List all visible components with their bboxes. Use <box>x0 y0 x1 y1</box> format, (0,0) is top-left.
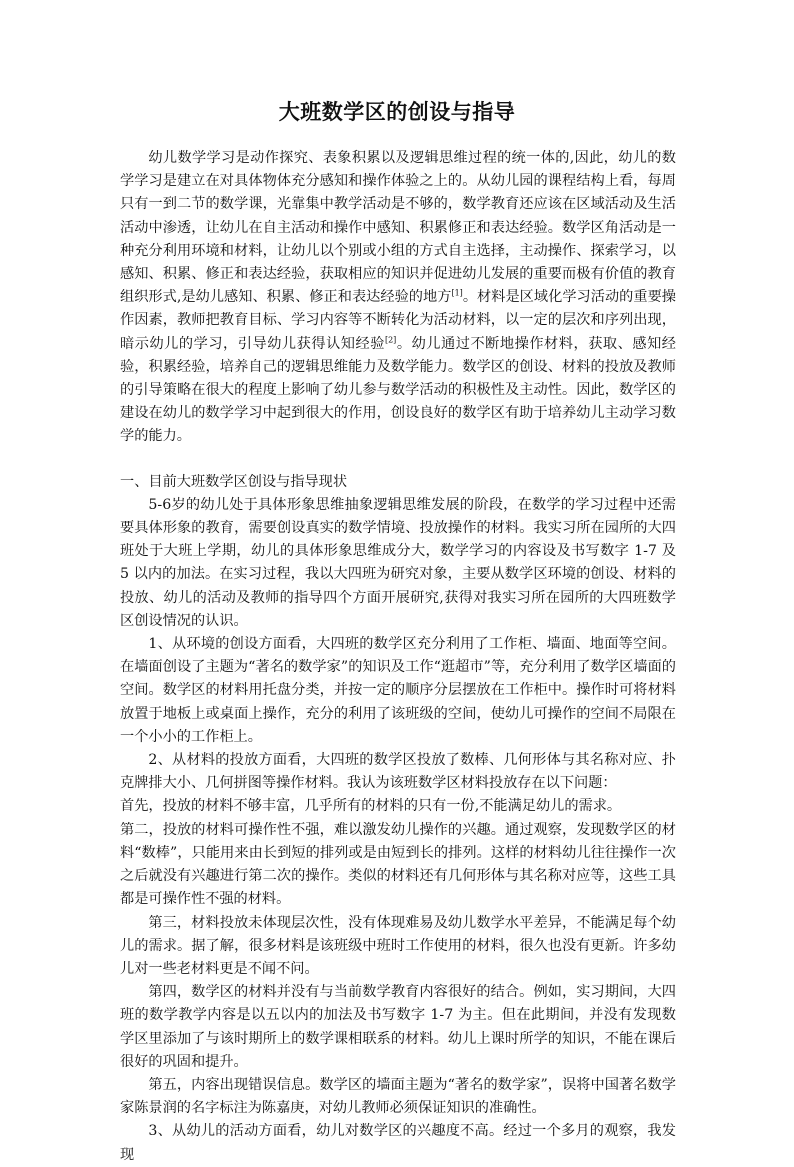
body-paragraph: 2、从材料的投放方面看，大四班的数学区投放了数棒、几何形体与其名称对应、扑克牌排大小、几何拼图等操作材料。我认为该班数学区材料投放存在以下问题： <box>120 752 676 792</box>
intro-text-part2: 。材料是区域化学习活动的重要操作因素，教师把教育目标、学习内容等不断转化为活动材料，以一定的层次和序列出现，暗示幼儿的学习，引导幼儿获得认知经验 <box>120 289 676 352</box>
body-paragraph: 第四，数学区的材料并没有与当前数学教育内容很好的结合。例如，实习期间，大四班的数学教学内容是以五以内的加法及书写数字 1-7 为主。但在此期间，并没有发现数学区里添加了与该时期所上的数学课相联系的材料。幼儿上课时所学的知识，不能在课后很好的巩固和提升。 <box>120 984 676 1070</box>
body-paragraph: 第三，材料投放未体现层次性，没有体现难易及幼儿数学水平差异，不能满足每个幼儿的需求。据了解，很多材料是该班级中班时工作使用的材料，很久也没有更新。许多幼儿对一些老材料更是不闻不问。 <box>120 914 676 977</box>
section-spacer <box>120 449 676 471</box>
document-body <box>120 147 676 1167</box>
citation-ref-1: [1] <box>451 288 463 298</box>
intro-text-part3: 。幼儿通过不断地操作材料，获取、感知经验，积累经验，培养自己的逻辑思维能力及数学能力。数学区的创设、材料的投放及教师的引导策略在很大的程度上影响了幼儿参与数学活动的积极性及主动性。因此，数学区的建设在幼儿的数学学习中起到很大的作用，创设良好的数学区有助于培养幼儿主动学习数学的能力。 <box>120 335 676 445</box>
citation-ref-2: [2] <box>384 334 397 344</box>
body-paragraph: 5-6岁的幼儿处于具体形象思维抽象逻辑思维发展的阶段，在数学的学习过程中还需要具体形象的教育，需要创设真实的数学情境、投放操作的材料。我实习所在园所的大四班处于大班上学期，幼儿的具体形象思维成分大，数学学习的内容设及书写数字 1-7 及 5 以内的加法。在实习过程，我以大四班为研究对象，主要从数学区环境的创设、材料的投放、幼儿的活动及教师的指导四个方面开展研究,获得对我实习所在园所的大四班数学区创设情况的认识。 <box>120 496 676 629</box>
problem-paragraph: 首先，投放的材料不够丰富，几乎所有的材料的只有一份,不能满足幼儿的需求。 <box>120 798 622 815</box>
body-paragraph: 1、从环境的创设方面看，大四班的数学区充分利用了工作柜、墙面、地面等空间。在墙面创设了主题为“著名的数学家”的知识及工作“逛超市”等，充分利用了数学区墙面的空间。数学区的材料用托盘分类，并按一定的顺序分层摆放在工作柜中。操作时可将材料放置于地板上或桌面上操作，充分的利用了该班级的空间，使幼儿可操作的空间不局限在一个小小的工作柜上。 <box>120 636 676 745</box>
intro-paragraph <box>120 147 676 449</box>
problem-paragraph: 第二，投放的材料可操作性不强，难以激发幼儿操作的兴趣。通过观察，发现数学区的材料“数棒”，只能用来由长到短的排列或是由短到长的排列。这样的材料幼儿往往操作一次之后就没有兴趣进行第二次的操作。类似的材料还有几何形体与其名称对应等，这些工具都是可操作性不强的材料。 <box>120 821 676 908</box>
body-paragraph: 3、从幼儿的活动方面看，幼儿对数学区的兴趣度不高。经过一个多月的观察，我发现 <box>120 1123 676 1163</box>
document-title: 大班数学区的创设与指导 <box>278 99 516 124</box>
body-paragraph: 第五，内容出现错误信息。数学区的墙面主题为“著名的数学家”，误将中国著名数学家陈景润的名字标注为陈嘉庚，对幼儿教师必须保证知识的准确性。 <box>120 1076 676 1117</box>
section-heading: 一、目前大班数学区创设与指导现状 <box>120 473 348 490</box>
intro-text-part1: 幼儿数学学习是动作探究、表象积累以及逻辑思维过程的统一体的,因此，幼儿的数学学习是建立在对具体物体充分感知和操作体验之上的。从幼儿园的课程结构上看，每周只有一到二节的数学课，光靠集中教学活动是不够的，数学教育还应该在区域活动及生活活动中渗透，让幼儿在自主活动和操作中感知、积累修正和表达经验。数学区角活动是一种充分利用环境和材料，让幼儿以个别或小组的方式自主选择，主动操作、探索学习，以感知、积累、修正和表达经验，获取相应的知识并促进幼儿发展的重要而极有价值的教育组织形式,是幼儿感知、积累、修正和表达经验的地方 <box>120 150 676 306</box>
